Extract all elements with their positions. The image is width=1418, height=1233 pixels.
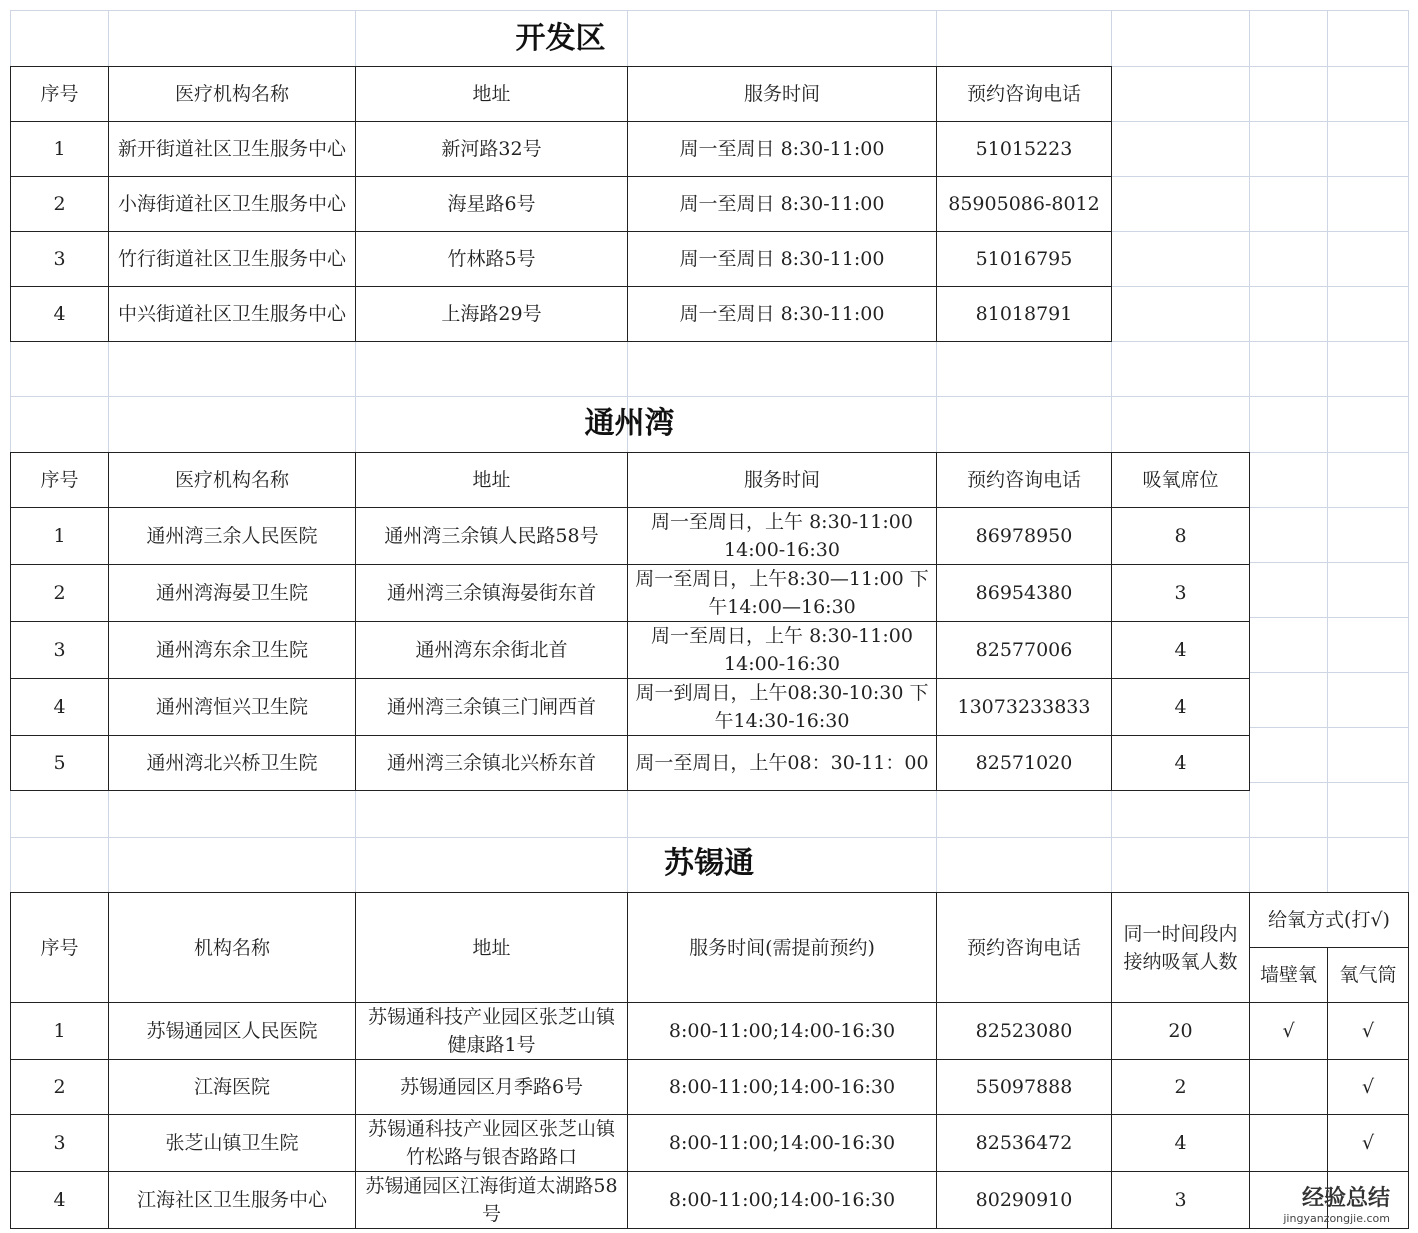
cell-index: 4 — [11, 287, 109, 342]
header-name: 医疗机构名称 — [109, 453, 356, 508]
watermark-url: jingyanzongjie.com — [1283, 1212, 1390, 1225]
cell-index: 2 — [11, 1060, 109, 1115]
table-row — [11, 177, 1112, 232]
cell-phone: 81018791 — [937, 287, 1112, 342]
cell-oxygen-seats: 8 — [1112, 508, 1250, 565]
table-row — [11, 287, 1112, 342]
table-row — [11, 1060, 1409, 1115]
header-phone: 预约咨询电话 — [937, 67, 1112, 122]
table-row — [11, 122, 1112, 177]
table-row — [11, 232, 1112, 287]
section-title-kaifaqu: 开发区 — [515, 21, 606, 56]
cell-hours: 周一至周日 8:30-11:00 — [628, 177, 937, 232]
cell-hours: 周一至周日 8:30-11:00 — [628, 232, 937, 287]
header-index: 序号 — [11, 893, 109, 1003]
cell-hours: 周一至周日 8:30-11:00 — [628, 122, 937, 177]
cell-address: 新河路32号 — [356, 122, 628, 177]
cell-address: 竹林路5号 — [356, 232, 628, 287]
cell-hours: 周一至周日，上午8:30—11:00 下午14:00—16:30 — [628, 565, 937, 622]
header-name: 医疗机构名称 — [109, 67, 356, 122]
cell-hours: 8:00-11:00;14:00-16:30 — [628, 1172, 937, 1229]
table-row — [11, 622, 1250, 679]
cell-hours: 8:00-11:00;14:00-16:30 — [628, 1115, 937, 1172]
cell-hours: 周一至周日，上午 8:30-11:00 14:00-16:30 — [628, 622, 937, 679]
table-suxitong — [10, 892, 1409, 1229]
cell-name: 通州湾东余卫生院 — [109, 622, 356, 679]
cell-capacity: 3 — [1112, 1172, 1250, 1229]
cell-name: 新开街道社区卫生服务中心 — [109, 122, 356, 177]
cell-index: 3 — [11, 232, 109, 287]
cell-address: 通州湾三余镇人民路58号 — [356, 508, 628, 565]
cell-phone: 55097888 — [937, 1060, 1112, 1115]
cell-capacity: 20 — [1112, 1003, 1250, 1060]
cell-index: 1 — [11, 1003, 109, 1060]
cell-oxygen-seats: 4 — [1112, 622, 1250, 679]
cell-index: 4 — [11, 1172, 109, 1229]
table-kaifaqu — [10, 66, 1112, 342]
section-title-tongzhouwan: 通州湾 — [584, 406, 675, 441]
subheader-wall-oxygen: 墙壁氧 — [1250, 948, 1328, 1003]
watermark-brand: 经验总结 — [1301, 1186, 1390, 1211]
cell-index: 2 — [11, 177, 109, 232]
subheader-oxygen-cylinder: 氧气筒 — [1328, 948, 1409, 1003]
header-oxygen-method: 给氧方式(打√) — [1250, 893, 1409, 948]
cell-hours: 8:00-11:00;14:00-16:30 — [628, 1060, 937, 1115]
table-row — [11, 1115, 1409, 1172]
header-oxygen-seats: 吸氧席位 — [1112, 453, 1250, 508]
table-row — [11, 736, 1250, 791]
cell-address: 通州湾三余镇北兴桥东首 — [356, 736, 628, 791]
cell-phone: 51016795 — [937, 232, 1112, 287]
header-phone: 预约咨询电话 — [937, 453, 1112, 508]
cell-wall-oxygen: √ — [1250, 1003, 1328, 1060]
cell-name: 中兴街道社区卫生服务中心 — [109, 287, 356, 342]
cell-hours: 8:00-11:00;14:00-16:30 — [628, 1003, 937, 1060]
cell-address: 苏锡通科技产业园区张芝山镇竹松路与银杏路路口 — [356, 1115, 628, 1172]
cell-index: 3 — [11, 1115, 109, 1172]
table-tongzhouwan — [10, 452, 1250, 791]
cell-name: 江海社区卫生服务中心 — [109, 1172, 356, 1229]
table-row — [11, 1003, 1409, 1060]
cell-address: 苏锡通科技产业园区张芝山镇健康路1号 — [356, 1003, 628, 1060]
cell-index: 1 — [11, 508, 109, 565]
cell-oxygen-cylinder: √ — [1328, 1060, 1409, 1115]
header-name: 机构名称 — [109, 893, 356, 1003]
cell-capacity: 4 — [1112, 1115, 1250, 1172]
cell-index: 1 — [11, 122, 109, 177]
table-row — [11, 508, 1250, 565]
cell-phone: 82571020 — [937, 736, 1112, 791]
cell-name: 通州湾北兴桥卫生院 — [109, 736, 356, 791]
watermark — [1283, 1181, 1390, 1225]
header-index: 序号 — [11, 453, 109, 508]
header-phone: 预约咨询电话 — [937, 893, 1112, 1003]
cell-name: 通州湾三余人民医院 — [109, 508, 356, 565]
cell-name: 小海街道社区卫生服务中心 — [109, 177, 356, 232]
cell-name: 苏锡通园区人民医院 — [109, 1003, 356, 1060]
table-row — [11, 565, 1250, 622]
cell-index: 2 — [11, 565, 109, 622]
cell-phone: 82523080 — [937, 1003, 1112, 1060]
section-title-suxitong: 苏锡通 — [664, 846, 754, 881]
cell-address: 苏锡通园区月季路6号 — [356, 1060, 628, 1115]
cell-index: 4 — [11, 679, 109, 736]
cell-name: 通州湾恒兴卫生院 — [109, 679, 356, 736]
header-index: 序号 — [11, 67, 109, 122]
cell-hours: 周一至周日，上午08：30-11：00 — [628, 736, 937, 791]
cell-phone: 86978950 — [937, 508, 1112, 565]
cell-capacity: 2 — [1112, 1060, 1250, 1115]
header-hours: 服务时间(需提前预约) — [628, 893, 937, 1003]
cell-wall-oxygen — [1250, 1115, 1328, 1172]
cell-name: 江海医院 — [109, 1060, 356, 1115]
cell-hours: 周一到周日，上午08:30-10:30 下午14:30-16:30 — [628, 679, 937, 736]
cell-address: 苏锡通园区江海街道太湖路58号 — [356, 1172, 628, 1229]
cell-phone: 86954380 — [937, 565, 1112, 622]
cell-phone: 13073233833 — [937, 679, 1112, 736]
cell-oxygen-cylinder: √ — [1328, 1003, 1409, 1060]
header-address: 地址 — [356, 67, 628, 122]
cell-oxygen-seats: 3 — [1112, 565, 1250, 622]
cell-hours: 周一至周日，上午 8:30-11:00 14:00-16:30 — [628, 508, 937, 565]
cell-index: 5 — [11, 736, 109, 791]
table-row — [11, 1172, 1409, 1229]
header-hours: 服务时间 — [628, 453, 937, 508]
cell-wall-oxygen — [1250, 1060, 1328, 1115]
header-address: 地址 — [356, 893, 628, 1003]
cell-address: 上海路29号 — [356, 287, 628, 342]
cell-oxygen-seats: 4 — [1112, 736, 1250, 791]
table-row — [11, 679, 1250, 736]
cell-name: 竹行街道社区卫生服务中心 — [109, 232, 356, 287]
cell-phone: 85905086-8012 — [937, 177, 1112, 232]
cell-phone: 82577006 — [937, 622, 1112, 679]
cell-name: 通州湾海晏卫生院 — [109, 565, 356, 622]
cell-oxygen-seats: 4 — [1112, 679, 1250, 736]
cell-phone: 82536472 — [937, 1115, 1112, 1172]
cell-hours: 周一至周日 8:30-11:00 — [628, 287, 937, 342]
table-header-row — [11, 453, 1250, 508]
cell-phone: 80290910 — [937, 1172, 1112, 1229]
table-header-row — [11, 67, 1112, 122]
cell-address: 通州湾三余镇三门闸西首 — [356, 679, 628, 736]
cell-oxygen-cylinder: √ — [1328, 1115, 1409, 1172]
cell-phone: 51015223 — [937, 122, 1112, 177]
cell-name: 张芝山镇卫生院 — [109, 1115, 356, 1172]
header-hours: 服务时间 — [628, 67, 937, 122]
header-address: 地址 — [356, 453, 628, 508]
cell-address: 通州湾东余街北首 — [356, 622, 628, 679]
cell-index: 3 — [11, 622, 109, 679]
header-capacity: 同一时间段内接纳吸氧人数 — [1112, 893, 1250, 1003]
cell-address: 海星路6号 — [356, 177, 628, 232]
table-header-row — [11, 893, 1409, 948]
cell-address: 通州湾三余镇海晏街东首 — [356, 565, 628, 622]
